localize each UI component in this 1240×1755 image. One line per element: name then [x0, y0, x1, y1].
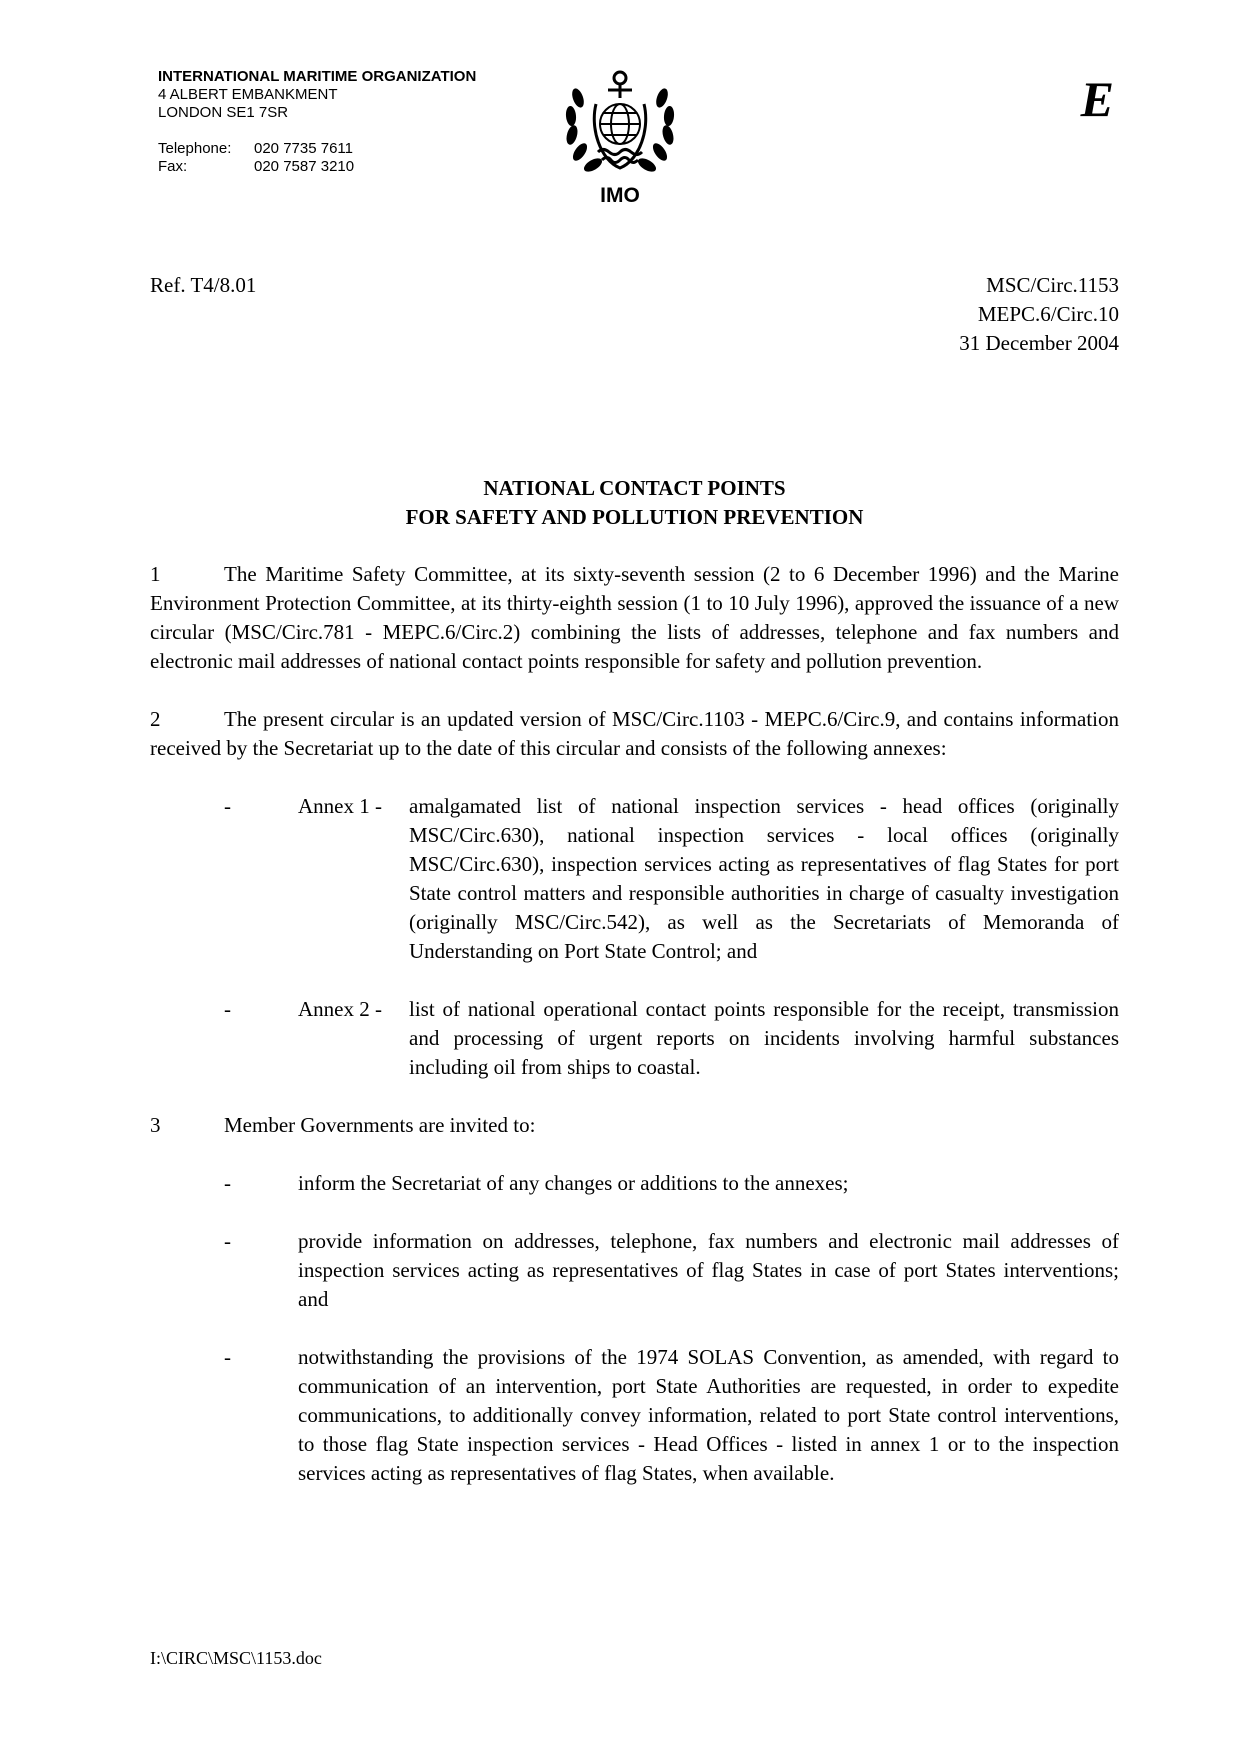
paragraph-number: 2 — [150, 707, 161, 731]
annex-description: list of national operational contact points responsible for the receipt, transmission and processing of urgent reports on incidents involving harmful substances including oil from ships to coastal. — [409, 997, 1119, 1079]
logo-caption: IMO — [600, 184, 640, 207]
paragraph-text: The present circular is an updated version of MSC/Circ.1103 - MEPC.6/Circ.9, and contains information received by the Secretariat up to the date of this circular and consists of the following annexes: — [150, 707, 1119, 760]
imo-emblem-logo — [560, 68, 680, 186]
reference-number: Ref. T4/8.01 — [150, 273, 257, 297]
title-line-2: FOR SAFETY AND POLLUTION PREVENTION — [405, 505, 864, 529]
paragraph-text: The Maritime Safety Committee, at its sixty-seventh session (2 to 6 December 1996) and the Marine Environment Protection Committee, at its thirty-eighth session (1 to 10 July 1996), approved the issuance of a new circular (MSC/Circ.781 - MEPC.6/Circ.2) combining the lists of addresses, telephone and fax numbers and electronic mail addresses of national contact points responsible for safety and pollution prevention. — [150, 562, 1119, 673]
paragraph-1 — [150, 560, 1119, 676]
invitation-text: provide information on addresses, telephone, fax numbers and electronic mail addresses of inspection services acting as representatives of flag States in case of port States interventions; and — [298, 1229, 1119, 1311]
annex-description: amalgamated list of national inspection services - head offices (originally MSC/Circ.630), national inspection services - local offices (originally MSC/Circ.630), inspection services acting as representatives of flag States for port State control matters and responsible authorities in charge of casualty investigation (originally MSC/Circ.542), as well as the Secretariats of Memoranda of Understanding on Port State Control; and — [409, 794, 1119, 963]
paragraph-number: 1 — [150, 562, 161, 586]
document-body — [150, 560, 1119, 1517]
annex-1-item — [224, 792, 1119, 966]
organization-address-block — [158, 68, 476, 176]
globe-icon — [600, 104, 640, 144]
document-id-mepc: MEPC.6/Circ.10 — [977, 302, 1119, 326]
telephone-row — [158, 140, 476, 158]
file-path-footer: I:\CIRC\MSC\1153.doc — [150, 1648, 322, 1668]
document-date: 31 December 2004 — [959, 331, 1119, 355]
telephone-value: 020 7735 7611 — [254, 140, 353, 157]
invitation-item-2 — [224, 1227, 1119, 1314]
annex-2-item — [224, 995, 1119, 1082]
document-identifiers — [959, 271, 1119, 358]
invitation-item-1 — [224, 1169, 1119, 1198]
address-line-1: 4 ALBERT EMBANKMENT — [158, 86, 338, 103]
list-dash: - — [224, 1171, 231, 1195]
invitation-text: notwithstanding the provisions of the 1974 SOLAS Convention, as amended, with regard to communication of an intervention, port State Authorities are requested, in order to expedite communications, to additionally convey information, related to port State control interventions, to those flag State inspection services - Head Offices - listed in annex 1 or to the inspection services acting as representatives of flag States, when available. — [298, 1345, 1119, 1485]
paragraph-3 — [150, 1111, 1119, 1140]
laurel-left-icon — [565, 87, 605, 174]
fax-row — [158, 158, 476, 176]
paragraph-2 — [150, 705, 1119, 763]
list-dash: - — [224, 794, 231, 818]
telephone-label: Telephone: — [158, 140, 232, 157]
organization-name: INTERNATIONAL MARITIME ORGANIZATION — [158, 68, 477, 85]
list-dash: - — [224, 1345, 231, 1369]
document-title — [150, 474, 1119, 532]
address-line-2: LONDON SE1 7SR — [158, 104, 289, 121]
fax-label: Fax: — [158, 158, 188, 175]
contact-info — [158, 140, 476, 176]
paragraph-text: Member Governments are invited to: — [224, 1113, 536, 1137]
list-dash: - — [224, 997, 231, 1021]
annex-label: Annex 1 - — [298, 794, 382, 818]
title-line-1: NATIONAL CONTACT POINTS — [483, 476, 786, 500]
annex-label: Annex 2 - — [298, 997, 382, 1021]
paragraph-number: 3 — [150, 1113, 161, 1137]
laurel-right-icon — [636, 87, 676, 174]
invitation-text: inform the Secretariat of any changes or additions to the annexes; — [298, 1171, 849, 1195]
invitation-item-3 — [224, 1343, 1119, 1488]
list-dash: - — [224, 1229, 231, 1253]
document-id-msc: MSC/Circ.1153 — [986, 273, 1119, 297]
fax-value: 020 7587 3210 — [254, 158, 355, 175]
language-mark: E — [1080, 71, 1114, 127]
